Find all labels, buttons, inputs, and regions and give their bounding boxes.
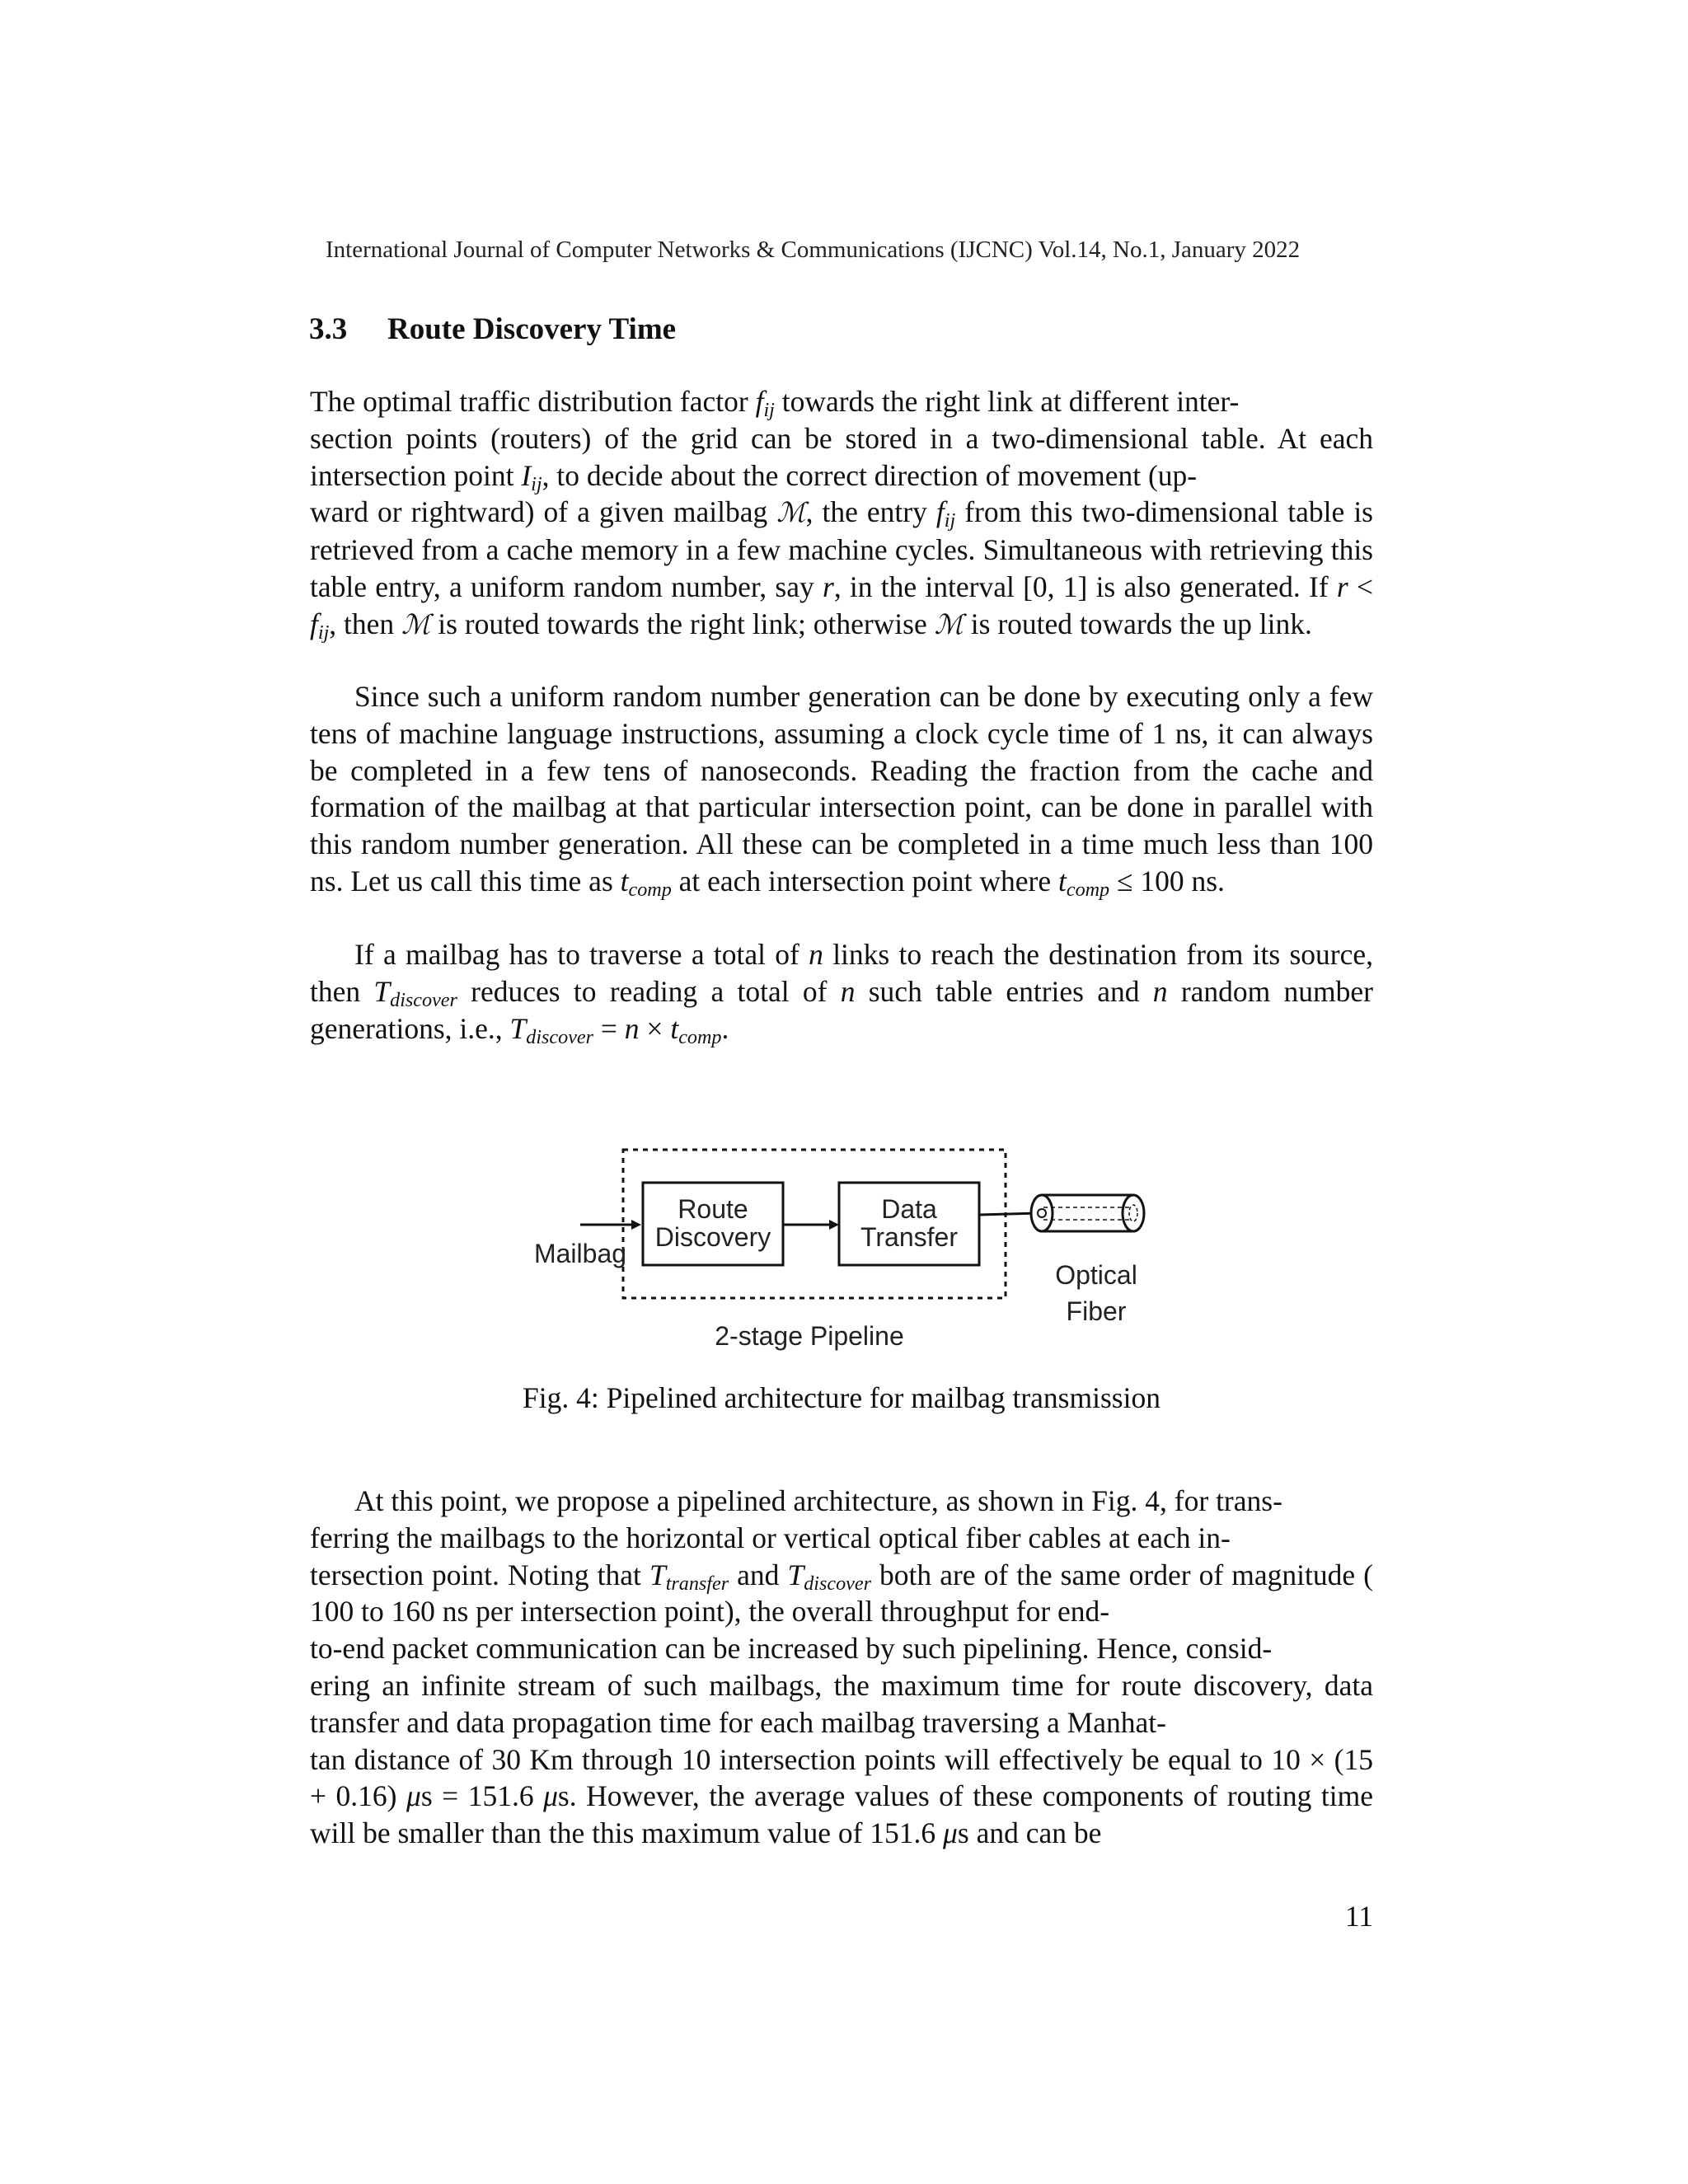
page-number: 11 <box>1344 1900 1373 1933</box>
section-number: 3.3 <box>309 312 348 346</box>
optical-fiber-icon <box>1031 1195 1144 1231</box>
data-transfer-label-1: Data <box>881 1194 937 1224</box>
paragraph-2: Since such a uniform random number generation can be done by executing only a few tens of machine language instructions, assuming a clock cycle time of 1 ns, it can always be completed in a few tens of nanoseconds. Reading the fraction from the cache and formation of the mailbag at that particular intersection point, can be done in parallel with this random number generation. All these can be completed in a time much less than 100 ns. Let us call this time as $t_{comp}$ at each intersection point where $t_{comp} \le 100$ ns. <box>310 680 1373 902</box>
optical-fiber-label-1: Optical <box>1055 1260 1137 1290</box>
section-title: Route Discovery Time <box>387 312 677 346</box>
route-discovery-label-1: Route <box>678 1194 748 1224</box>
paragraph-4: At this point, we propose a pipelined architecture, as shown in Fig. 4, for trans- ferring the mailbags to the horizontal or vertical optical fiber cables at each in- tersection point. Noting that $T_{transfer}$ and $T_{discover}$ both are of the same order of magnitude ( 100 to 160 ns per intersection point), the overall throughput for end- to-end packet communication can be increased by such pipelining. Hence, consid- ering an infinite stream of such mailbags, the maximum time for route discovery, data transfer and data propagation time for each mailbag traversing a Manhat- tan distance of 30 Km through 10 intersection points will effectively be equal to 10 × (15 + 0.16) μs = 151.6 μs. However, the average values of these components of routing time will be smaller than the this maximum value of 151.6 μs and can be <box>310 1484 1374 1850</box>
pipeline-figure <box>511 1146 1170 1368</box>
pipeline-label: 2-stage Pipeline <box>715 1321 904 1351</box>
mailbag-label: Mailbag <box>533 1239 627 1268</box>
running-header: International Journal of Computer Networks & Communications (IJCNC) Vol.14, No.1, January 2022 <box>326 237 1301 263</box>
paragraph-3: If a mailbag has to traverse a total of n links to reach the destination from its source, then $T_{discover}$ reduces to reading a total of n such table entries and n random number generations, i.e., $T_{discover} = n \times t_{comp}$. <box>310 938 1373 1048</box>
stage-arrowhead <box>829 1220 839 1230</box>
route-discovery-label-2: Discovery <box>654 1222 771 1252</box>
paragraph-1: The optimal traffic distribution factor $f_{ij}$ towards the right link at different inter- section points (routers) of the grid can be stored in a two-dimensional table. At each intersection point $I_{ij}$, to decide about the correct direction of movement (up- ward or rightward) of a given mailbag ℳ, the entry $f_{ij}$ from this two-dimensional table is retrieved from a cache memory in a few machine cycles. Simultaneous with retrieving this table entry, a uniform random number, say r, in the interval [0, 1] is also generated. If $r < f_{ij}$, then ℳ is routed towards the right link; otherwise ℳ is routed towards the up link. <box>310 385 1373 644</box>
figure-caption: Fig. 4: Pipelined architecture for mailbag transmission <box>523 1381 1160 1414</box>
section-heading <box>309 312 676 347</box>
optical-fiber-label-2: Fiber <box>1066 1296 1127 1326</box>
data-transfer-label-2: Transfer <box>860 1222 958 1252</box>
input-arrowhead <box>631 1220 641 1230</box>
output-line <box>979 1213 1039 1215</box>
